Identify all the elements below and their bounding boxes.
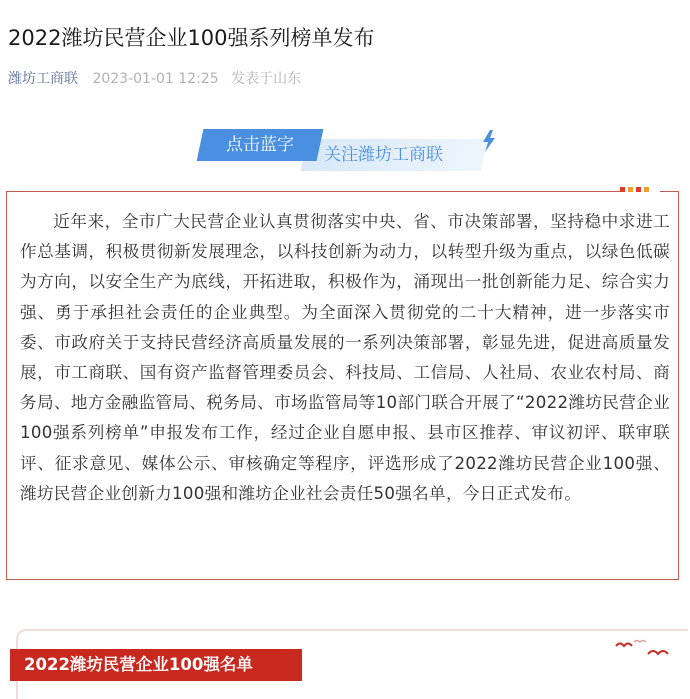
article-title: 2022潍坊民营企业100强系列榜单发布 [8, 26, 375, 50]
lightning-icon [482, 130, 496, 152]
follow-tag-label: 点击蓝字 [226, 135, 294, 155]
article-meta [8, 68, 301, 88]
follow-text: 关注潍坊工商联 [324, 145, 443, 165]
birds-decoration-icon [612, 638, 672, 660]
author-link[interactable]: 潍坊工商联 [8, 71, 78, 87]
publish-location: 发表于山东 [231, 71, 302, 87]
publish-datetime: 2023-01-01 12:25 [92, 71, 219, 87]
follow-banner[interactable] [194, 126, 499, 176]
section-heading: 2022潍坊民营企业100强名单 [24, 655, 253, 674]
decor-dots-icon [620, 187, 660, 195]
intro-paragraph: 近年来，全市广大民营企业认真贯彻落实中央、省、市决策部署，坚持稳中求进工作总基调，积极贯彻新发展理念，以科技创新为动力，以转型升级为重点，以绿色低碳为方向，以安全生产为底线，开拓进取，积极作为，涌现出一批创新能力足、综合实力强、勇于承担社会责任的企业典型。为全面深入贯彻党的二十大精神，进一步落实市委、市政府关于支持民营经济高质量发展的一系列决策部署，彰显先进，促进高质量发展，市工商联、国有资产监督管理委员会、科技局、工信局、人社局、农业农村局、商务局、地方金融监管局、税务局、市场监管局等10部门联合开展了“2022潍坊民营企业100强系列榜单”申报发布工作，经过企业自愿申报、县市区推荐、审议初评、联审联评、征求意见、媒体公示、审核确定等程序，评选形成了2022潍坊民营企业100强、潍坊民营企业创新力100强和潍坊企业社会责任50强名单，今日正式发布。 [20, 212, 670, 503]
